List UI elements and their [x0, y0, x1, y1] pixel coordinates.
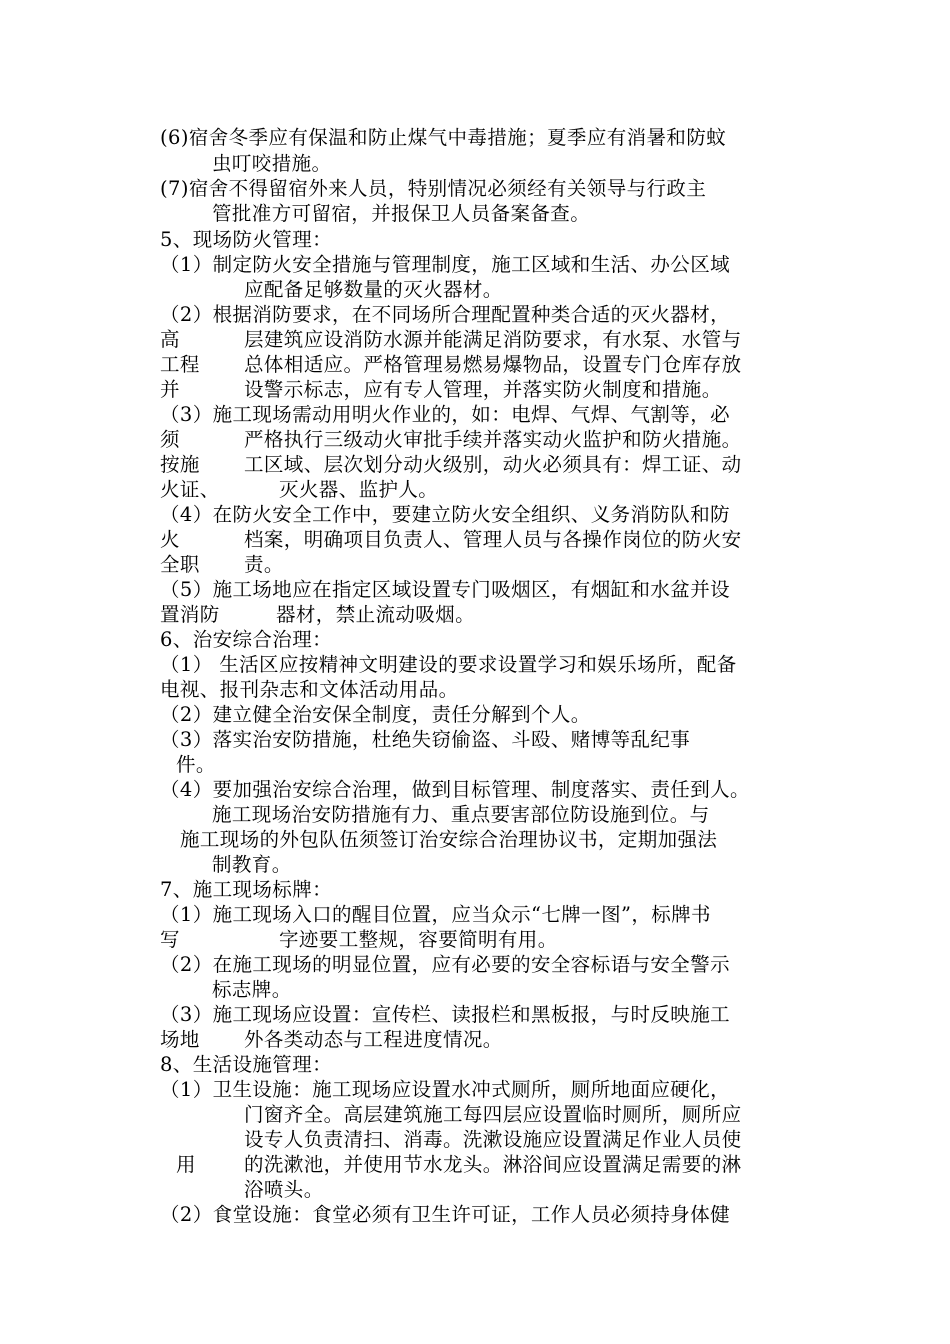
text-line: 设警示标志，应有专人管理，并落实防火制度和措施。 [244, 378, 722, 401]
text-line: （5）施工场地应在指定区域设置专门吸烟区，有烟缸和水盆并设 [160, 578, 731, 601]
text-line: 件。 [176, 753, 216, 776]
text-line: 浴喷头。 [244, 1178, 324, 1201]
text-line: 应配备足够数量的灭火器材。 [244, 278, 503, 301]
text-line: 写 [160, 928, 180, 951]
text-line: （3）施工现场应设置：宣传栏、读报栏和黑板报，与时反映施工 [160, 1003, 731, 1026]
text-line: 置消防 [160, 603, 220, 626]
text-line: 并 [160, 378, 180, 401]
section-heading: 6、治安综合治理： [160, 628, 333, 651]
text-line: （2）在施工现场的明显位置，应有必要的安全容标语与安全警示 [160, 953, 731, 976]
text-line: （3）施工现场需动用明火作业的，如：电焊、气焊、气割等，必 [160, 403, 731, 426]
text-line: （1） 生活区应按精神文明建设的要求设置学习和娱乐场所，配备 [160, 653, 737, 676]
text-line: （4）要加强治安综合治理，做到目标管理、制度落实、责任到人。 [160, 778, 750, 801]
text-line: (6)宿舍冬季应有保温和防止煤气中毒措施；夏季应有消暑和防蚊 [160, 126, 727, 149]
text-line: 全职 [160, 553, 200, 576]
section-heading: 5、现场防火管理： [160, 228, 333, 251]
section-heading: 7、施工现场标牌： [160, 878, 333, 901]
text-line: 制教育。 [212, 853, 292, 876]
text-line: 用 [176, 1153, 196, 1176]
text-line: 火 [160, 528, 180, 551]
text-line: 电视、报刊杂志和文体活动用品。 [160, 678, 459, 701]
section-heading: 8、生活设施管理： [160, 1053, 333, 1076]
text-line: 高 [160, 328, 180, 351]
text-line: 按施 [160, 453, 200, 476]
text-line: 施工现场的外包队伍须签订治安综合治理协议书，定期加强法 [180, 828, 718, 851]
text-line: 设专人负责清扫、消毒。洗漱设施应设置满足作业人员使 [244, 1128, 742, 1151]
text-line: 门窗齐全。高层建筑施工每四层应设置临时厕所，厕所应 [244, 1103, 742, 1126]
text-line: 工区域、层次划分动火级别，动火必须具有：焊工证、动 [244, 453, 742, 476]
text-line: (7)宿舍不得留宿外来人员，特别情况必须经有关领导与行政主 [160, 177, 707, 200]
text-line: （1）卫生设施：施工现场应设置水冲式厕所，厕所地面应硬化， [160, 1078, 731, 1101]
text-line: 层建筑应设消防水源并能满足消防要求，有水泵、水管与 [244, 328, 742, 351]
text-line: （1）制定防火安全措施与管理制度，施工区域和生活、办公区域 [160, 253, 731, 276]
text-line: （3）落实治安防措施，杜绝失窃偷盗、斗殴、赌博等乱纪事 [160, 728, 691, 751]
text-line: 的洗漱池，并使用节水龙头。淋浴间应设置满足需要的淋 [244, 1153, 742, 1176]
text-line: 责。 [244, 553, 284, 576]
text-line: 施工现场治安防措施有力、重点要害部位防设施到位。与 [212, 803, 710, 826]
text-line: 字迹要工整规，容要简明有用。 [279, 928, 558, 951]
text-line: （2）根据消防要求，在不同场所合理配置种类合适的灭火器材， [160, 303, 731, 326]
text-line: 工程 [160, 353, 200, 376]
text-line: 须 [160, 428, 180, 451]
text-line: 器材，禁止流动吸烟。 [276, 603, 476, 626]
text-line: （1）施工现场入口的醒目位置，应当众示“七牌一图”，标牌书 [160, 903, 711, 926]
text-line: 场地 [160, 1028, 200, 1051]
text-line: 档案，明确项目负责人、管理人员与各操作岗位的防火安 [244, 528, 742, 551]
text-line: 总体相适应。严格管理易燃易爆物品，设置专门仓库存放 [244, 353, 742, 376]
text-line: 严格执行三级动火审批手续并落实动火监护和防火措施。 [244, 428, 742, 451]
text-line: （4）在防火安全工作中，要建立防火安全组织、义务消防队和防 [160, 503, 731, 526]
text-line: 标志牌。 [212, 978, 292, 1001]
text-line: （2）食堂设施：食堂必须有卫生许可证，工作人员必须持身体健 [160, 1203, 731, 1226]
text-line: 火证、 [160, 478, 220, 501]
text-line: 虫叮咬措施。 [212, 152, 332, 175]
text-line: 灭火器、监护人。 [279, 478, 439, 501]
text-line: （2）建立健全治安保全制度，责任分解到个人。 [160, 703, 591, 726]
text-line: 外各类动态与工程进度情况。 [244, 1028, 503, 1051]
text-line: 管批准方可留宿，并报保卫人员备案备查。 [212, 202, 591, 225]
